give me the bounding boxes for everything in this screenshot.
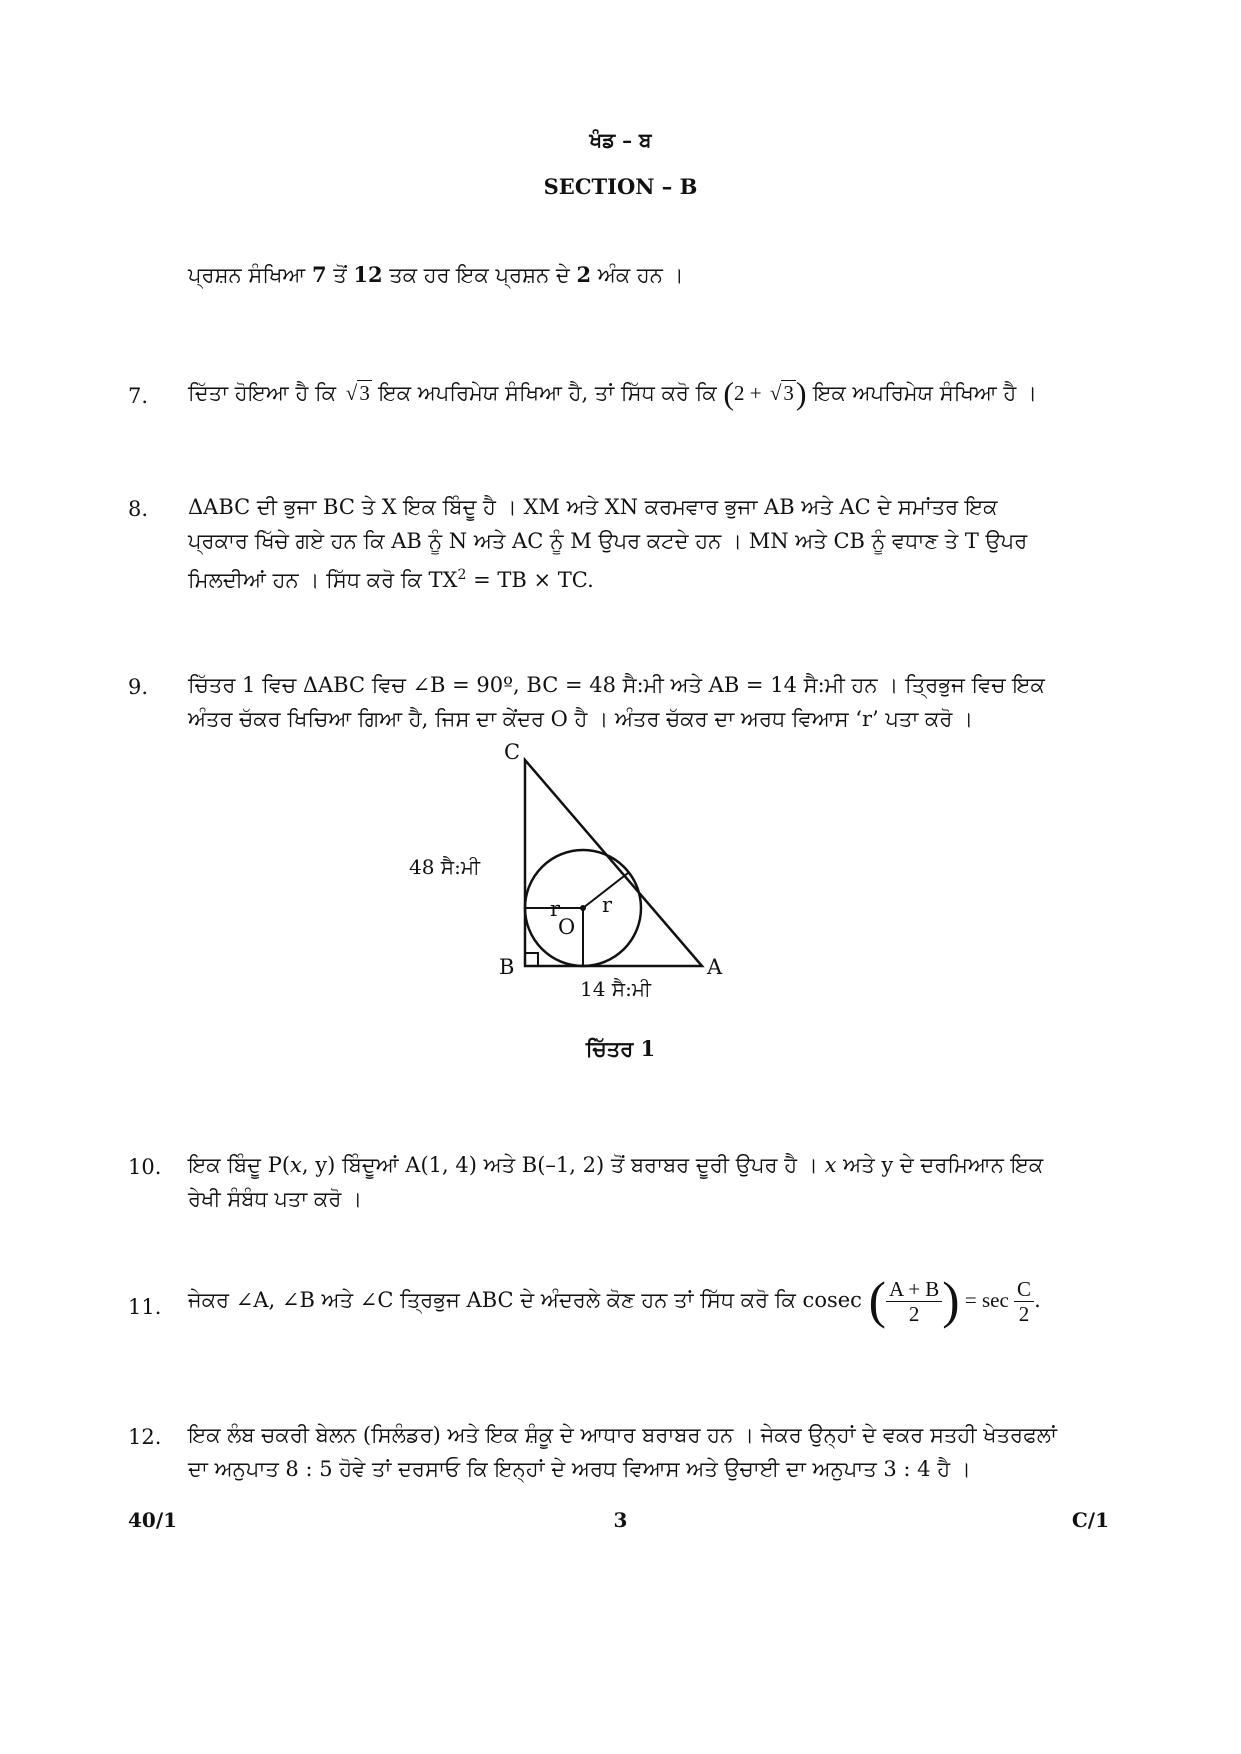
figure-caption: ਚਿੱਤਰ 1 — [585, 1036, 656, 1061]
question-9-number: 9. — [128, 675, 149, 699]
footer-page-number: 3 — [613, 1508, 628, 1532]
question-12-number: 12. — [128, 1425, 162, 1449]
question-7-text: ਦਿੱਤਾ ਹੋਇਆ ਹੈ ਕਿ √3 ਇਕ ਅਪਰਿਮੇਯ ਸੰਖਿਆ ਹੈ, ਤਾਂ ਸਿੱਧ ਕਰੋ ਕਿ (2 + √3) ਇਕ ਅਪਰਿਮੇਯ ਸੰਖਿਆ ਹੈ । — [188, 375, 1038, 411]
question-8-number: 8. — [128, 497, 149, 521]
question-11-number: 11. — [128, 1295, 162, 1319]
question-10-text: ਇਕ ਬਿੰਦੂ P(x, y) ਬਿੰਦੂਆਂ A(1, 4) ਅਤੇ B(–1, 2) ਤੋਂ ਬਰਾਬਰ ਦੂਰੀ ਉਪਰ ਹੈ । x ਅਤੇ y ਦੇ ਦਰਮਿਆਨ ਇਕ ਰੇਖੀ ਸੰਬੰਧ ਪਤਾ ਕਰੋ । — [188, 1153, 1044, 1211]
label-center-o: O — [558, 915, 576, 939]
label-vertex-b: B — [499, 955, 515, 979]
right-angle-marker — [525, 953, 538, 966]
question-7-number: 7. — [128, 384, 149, 408]
question-11-text: ਜੇਕਰ ∠A, ∠B ਅਤੇ ∠C ਤ੍ਰਿਭੁਜ ABC ਦੇ ਅੰਦਰਲੇ ਕੋਣ ਹਨ ਤਾਂ ਸਿੱਧ ਕਰੋ ਕਿ cosec ( $\frac{A + B}{2}$ ) = sec $\frac{C}{2}$ . — [188, 1272, 1041, 1330]
question-12-text: ਇਕ ਲੰਬ ਚਕਰੀ ਬੇਲਨ (ਸਿਲੰਡਰ) ਅਤੇ ਇਕ ਸ਼ੰਕੂ ਦੇ ਆਧਾਰ ਬਰਾਬਰ ਹਨ । ਜੇਕਰ ਉਨ੍ਹਾਂ ਦੇ ਵਕਰ ਸਤਹੀ ਖੇਤਰਫਲਾਂ ਦਾ ਅਨੁਪਾਤ 8 : 5 ਹੋਵੇ ਤਾਂ ਦਰਸਾਓ ਕਿ ਇਨ੍ਹਾਂ ਦੇ ਅਰਧ ਵਿਆਸ ਅਤੇ ਉਚਾਈ ਦਾ ਅਨੁਪਾਤ 3 : 4 ਹੈ । — [188, 1423, 1057, 1481]
triangle-abc — [525, 760, 702, 966]
footer-paper-code: 40/1 — [128, 1508, 178, 1532]
label-radius-2: r — [602, 893, 613, 917]
label-vertex-a: A — [707, 955, 723, 979]
label-bc-length: 48 ਸੈ:ਮੀ — [409, 855, 481, 879]
label-vertex-c: C — [504, 740, 521, 764]
footer-set-code: C/1 — [1071, 1508, 1109, 1532]
question-10-number: 10. — [128, 1155, 162, 1179]
question-9-text: ਚਿੱਤਰ 1 ਵਿਚ ΔABC ਵਿਚ ∠B = 90º, BC = 48 ਸੈ:ਮੀ ਅਤੇ AB = 14 ਸੈ:ਮੀ ਹਨ । ਤ੍ਰਿਭੁਜ ਵਿਚ ਇਕ ਅੰਤਰ ਚੱਕਰ ਖਿਚਿਆ ਗਿਆ ਹੈ, ਜਿਸ ਦਾ ਕੇਂਦਰ O ਹੈ । ਅੰਤਰ ਚੱਕਰ ਦਾ ਅਰਧ ਵਿਆਸ ‘r’ ਪਤਾ ਕਰੋ । — [188, 673, 1045, 731]
sqrt-expression: √3 — [345, 381, 370, 405]
label-ab-length: 14 ਸੈ:ਮੀ — [580, 977, 652, 1001]
fraction-c-over-2: $\frac{C}{2}$ — [1014, 1277, 1034, 1326]
section-title-english: SECTION – B — [543, 174, 698, 199]
center-o-point — [580, 905, 586, 911]
label-radius-1: r — [550, 897, 561, 921]
fraction-a-plus-b-over-2: $\frac{A + B}{2}$ — [886, 1277, 942, 1326]
question-8-text: ΔABC ਦੀ ਭੁਜਾ BC ਤੇ X ਇਕ ਬਿੰਦੂ ਹੈ । XM ਅਤੇ XN ਕਰਮਵਾਰ ਭੁਜਾ AB ਅਤੇ AC ਦੇ ਸਮਾਂਤਰ ਇਕ ਪ੍ਰਕਾਰ ਖਿੱਚੇ ਗਏ ਹਨ ਕਿ AB ਨੂੰ N ਅਤੇ AC ਨੂੰ M ਉਪਰ ਕਟਦੇ ਹਨ । MN ਅਤੇ CB ਨੂੰ ਵਧਾਣ ਤੇ T ਉਪਰ ਮਿਲਦੀਆਂ ਹਨ । ਸਿੱਧ ਕਰੋ ਕਿ $TX^2$ = TB × TC. — [188, 495, 1028, 592]
section-instruction: ਪ੍ਰਸ਼ਨ ਸੰਖਿਆ 7 ਤੋਂ 12 ਤਕ ਹਰ ਇਕ ਪ੍ਰਸ਼ਨ ਦੇ 2 ਅੰਕ ਹਨ । — [188, 262, 684, 287]
section-title-punjabi: ਖੰਡ – ਬ — [589, 128, 652, 152]
